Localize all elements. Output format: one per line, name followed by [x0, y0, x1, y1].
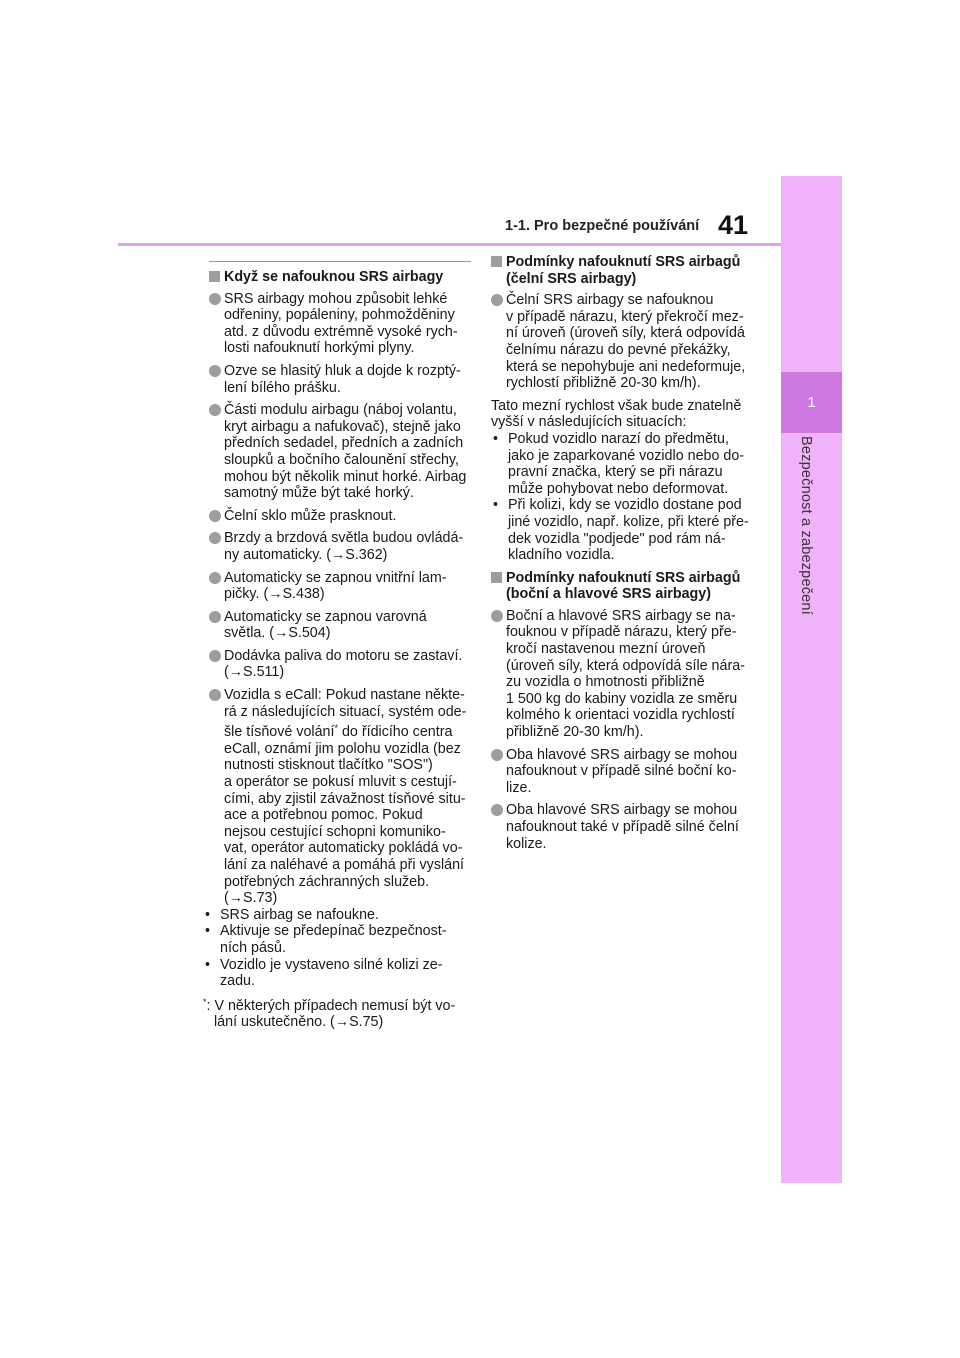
circle-bullet-icon: [491, 804, 503, 816]
circle-bullet-icon: [209, 532, 221, 544]
circle-bullet-icon: [209, 404, 221, 416]
sub-bullet-item: • Aktivuje se předepínač bezpečnost- ních pásů.: [205, 923, 447, 956]
chapter-sidebar: [781, 176, 842, 1183]
list-item: Automaticky se zapnou vnitřní lam- pičky. (→S.438): [209, 570, 471, 603]
chapter-title: Bezpečnost a zabezpečení: [798, 436, 814, 615]
circle-bullet-icon: [209, 293, 221, 305]
list-item: Boční a hlavové SRS airbagy se na- fouknou v případě nárazu, který pře- kročí nastavenou mezní úroveň (úroveň síly, která odpovídá síle nára- zu vozidla o hmotnosti přibližně 1 500 kg do kabiny vozidla ze směru kolmého k orientaci vozidla rychlostí přibližně 20-30 km/h).: [491, 608, 759, 741]
circle-bullet-icon: [491, 294, 503, 306]
circle-bullet-icon: [209, 510, 221, 522]
chapter-tab[interactable]: 1: [781, 372, 842, 433]
sub-bullet-item: • Vozidlo je vystaveno silné kolizi ze- zadu.: [205, 956, 443, 990]
circle-bullet-icon: [209, 572, 221, 584]
list-item: SRS airbagy mohou způsobit lehké odřeniny, popáleniny, pohmožděniny atd. z důvodu extrémně vysoké rych- losti nafouknutí horkými plyny.: [209, 291, 471, 357]
list-item: Brzdy a brzdová světla budou ovládá- ny automaticky. (→S.362): [209, 530, 471, 563]
sub-bullet-item: • Při kolizi, kdy se vozidlo dostane pod jiné vozidlo, např. kolize, při které pře- dek vozidla "podjede" pod rám ná- kladního vozidla.: [493, 497, 749, 564]
list-item: Oba hlavové SRS airbagy se mohou nafouknout v případě silné boční ko- lize.: [491, 747, 759, 797]
circle-bullet-icon: [209, 650, 221, 662]
sub-bullet-item: • Pokud vozidlo narazí do předmětu, jako je zaparkované vozidlo nebo do- pravní značka, který se při nárazu může pohybovat nebo deformovat.: [493, 430, 745, 497]
circle-bullet-icon: [491, 749, 503, 761]
list-item: Čelní sklo může prasknout.: [209, 508, 471, 525]
section-rule: [209, 261, 471, 262]
list-item: Automaticky se zapnou varovná světla. (→S.504): [209, 609, 471, 642]
paragraph: Tato mezní rychlost však bude znatelně vyšší v následujících situacích:: [491, 397, 742, 431]
page-number: 41: [718, 210, 749, 240]
left-column: [203, 261, 471, 1031]
circle-bullet-icon: [491, 610, 503, 622]
right-column: [491, 254, 759, 858]
ecall-item: Vozidla s eCall: Pokud nastane někte- rá z následujících situací, systém ode- šle tísňové volání* do řídicího centra eCall, oznámí jim polohu vozidla (bez nutnosti stisknout tlačítko "SOS") a operátor se pokusí mluvit s cestují- cími, aby zjistil závažnost tísňové situ- ace a potřebnou pomoc. Pokud nejsou cestující schopni komuniko- vat, operátor automaticky pokládá vo- lání za naléhavé a pomáhá při vyslání potřebných záchranných služeb. (→S.73): [209, 687, 471, 907]
footnote-mark: *: [334, 723, 338, 734]
square-bullet-icon: [491, 256, 502, 267]
header-divider: [118, 243, 781, 246]
circle-bullet-icon: [209, 365, 221, 377]
section-heading: Když se nafouknou SRS airbagy: [209, 269, 471, 286]
sub-bullet-item: • SRS airbag se nafoukne.: [205, 906, 379, 923]
list-item: Dodávka paliva do motoru se zastaví. (→S.511): [209, 648, 471, 681]
square-bullet-icon: [209, 271, 220, 282]
circle-bullet-icon: [209, 611, 221, 623]
list-item: Části modulu airbagu (náboj volantu, kryt airbagu a nafukovač), stejně jako předních sedadel, předních a zadních sloupků a bočního čalounění střechy, mohou být několik minut horké. Airbag samotný může být také horký.: [209, 402, 471, 502]
list-item: Čelní SRS airbagy se nafouknou v případě nárazu, který překročí mez- ní úroveň (úroveň síly, která odpovídá čelnímu nárazu do pevné překážky, která se nepohybuje ani nedeformuje, rychlostí přibližně 20-30 km/h).: [491, 292, 759, 392]
section-heading: Podmínky nafouknutí SRS airbagů (boční a hlavové SRS airbagy): [491, 570, 759, 603]
square-bullet-icon: [491, 572, 502, 583]
footnote: *: V některých případech nemusí být vo- lání uskutečněno. (→S.75): [203, 996, 456, 1031]
circle-bullet-icon: [209, 689, 221, 701]
section-title: 1-1. Pro bezpečné používání: [505, 218, 700, 234]
section-heading: Podmínky nafouknutí SRS airbagů (čelní SRS airbagy): [491, 254, 759, 287]
list-item: Oba hlavové SRS airbagy se mohou nafouknout také v případě silné čelní kolize.: [491, 802, 759, 852]
list-item: Ozve se hlasitý hluk a dojde k rozptý- lení bílého prášku.: [209, 363, 471, 396]
